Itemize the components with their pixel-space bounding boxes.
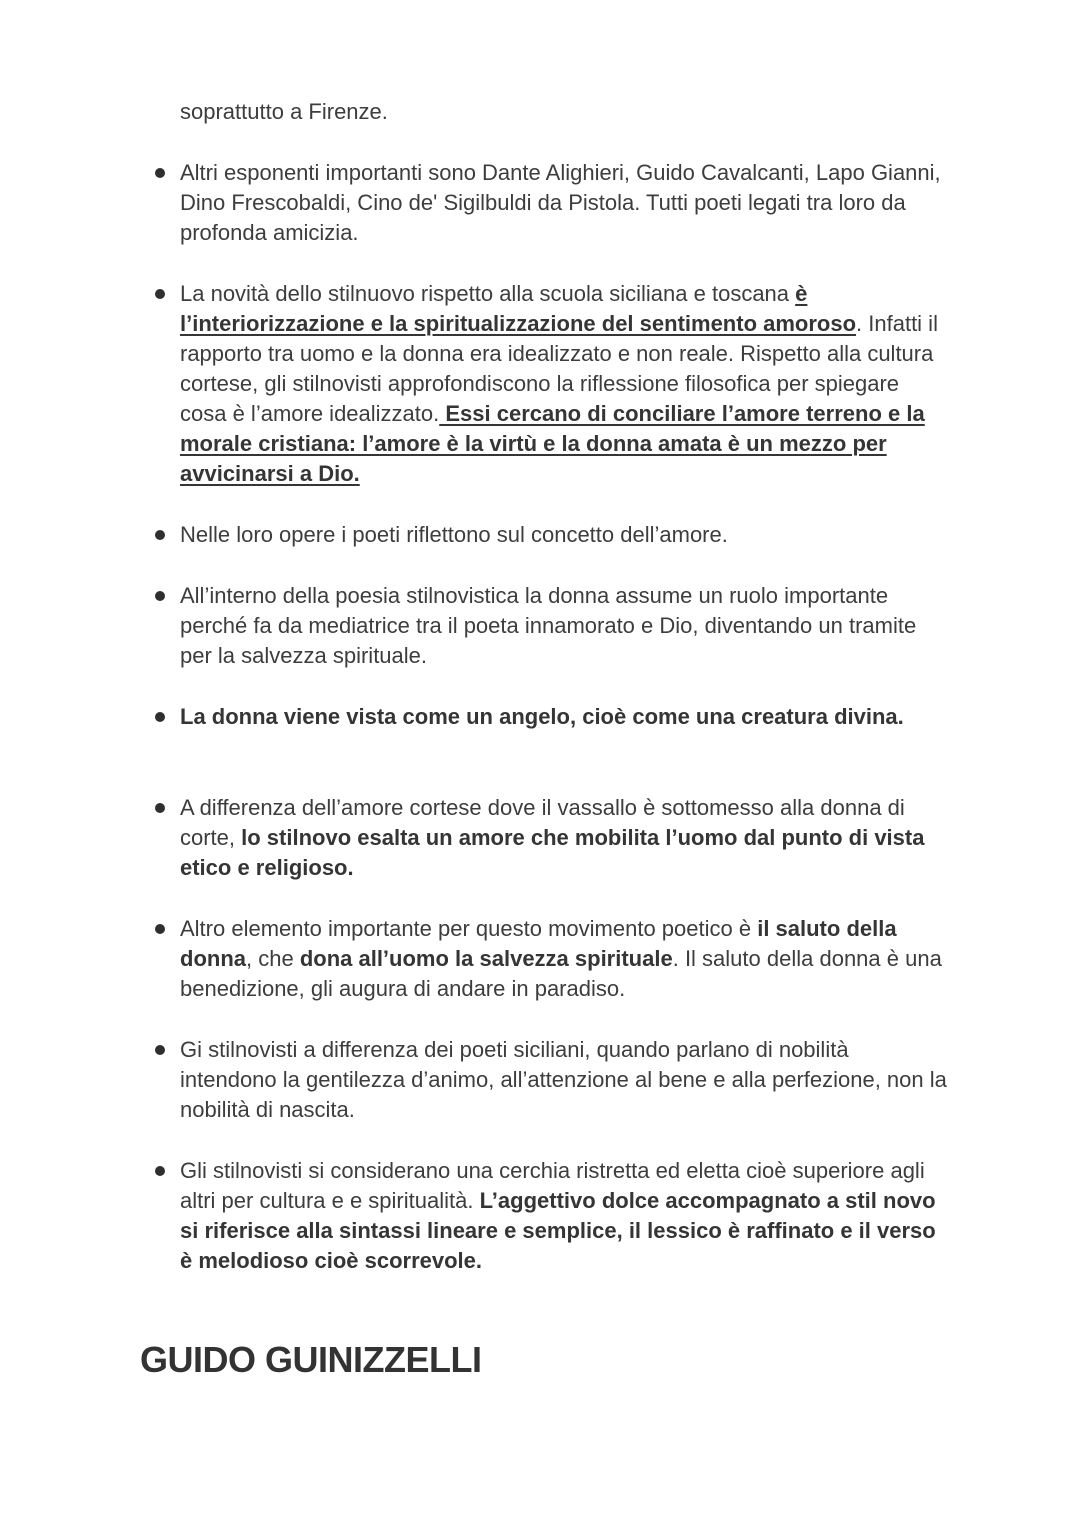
list-item: [180, 702, 950, 732]
bullet-icon: [155, 924, 165, 934]
item-text-bold: lo stilnovo esalta un amore che mobilita l’uomo dal punto di vista etico e religioso.: [180, 825, 925, 880]
item-text-bold-underlined: è l’interiorizzazione e la spiritualizzazione del sentimento amoroso: [180, 281, 857, 336]
list-item: [180, 158, 950, 248]
list-item: [180, 914, 950, 1004]
item-text-bold-underlined: Essi cercano di conciliare l’amore terreno e la morale cristiana: l’amore è la virtù e la donna amata è un mezzo per avvicinarsi a Dio.: [180, 401, 925, 486]
list-item: [180, 581, 950, 671]
bullet-icon: [155, 1045, 165, 1055]
item-text-bold: L’aggettivo dolce accompagnato a stil novo si riferisce alla sintassi lineare e semplice, il lessico è raffinato e il verso è melodioso cioè scorrevole.: [180, 1188, 936, 1273]
bullet-icon: [155, 530, 165, 540]
list-item: [180, 520, 950, 550]
bullet-icon: [155, 712, 165, 722]
bullet-icon: [155, 289, 165, 299]
item-text: A differenza dell’amore cortese dove il vassallo è sottomesso alla donna di corte,: [180, 795, 905, 850]
item-text: Gli stilnovisti si considerano una cerchia ristretta ed eletta cioè superiore agli altri per cultura e e spiritualità.: [180, 1158, 925, 1213]
item-text: Altri esponenti importanti sono Dante Alighieri, Guido Cavalcanti, Lapo Gianni, Dino Frescobaldi, Cino de' Sigilbuldi da Pistola. Tutti poeti legati tra loro da profonda amicizia.: [180, 160, 941, 245]
list-item: [180, 793, 950, 883]
bullet-icon: [155, 1166, 165, 1176]
item-text: All’interno della poesia stilnovistica la donna assume un ruolo importante perché fa da mediatrice tra il poeta innamorato e Dio, diventando un tramite per la salvezza spirituale.: [180, 583, 917, 668]
item-text: Nelle loro opere i poeti riflettono sul concetto dell’amore.: [180, 522, 728, 547]
item-text: Gi stilnovisti a differenza dei poeti siciliani, quando parlano di nobilità intendono la gentilezza d’animo, all’attenzione al bene e alla perfezione, non la nobilità di nascita.: [180, 1037, 947, 1122]
list-item: [180, 1035, 950, 1125]
section-heading: GUIDO GUINIZZELLI: [140, 1339, 482, 1380]
bullet-icon: [155, 803, 165, 813]
list-item: [180, 1156, 950, 1276]
item-text: , che: [246, 946, 300, 971]
bullet-icon: [155, 168, 165, 178]
list-item: [180, 279, 950, 489]
item-text: Altro elemento importante per questo movimento poetico è: [180, 916, 758, 941]
item-text-bold: dona all’uomo la salvezza spirituale: [299, 946, 673, 971]
item-text: . Infatti il rapporto tra uomo e la donna era idealizzato e non reale. Rispetto alla cultura cortese, gli stilnovisti approfondiscono la riflessione filosofica per spiegare cosa è l’amore idealizzato.: [180, 311, 938, 426]
item-text: La novità dello stilnuovo rispetto alla scuola siciliana e toscana: [180, 281, 796, 306]
item-text-bold: La donna viene vista come un angelo, cioè come una creatura divina.: [180, 704, 904, 729]
item-text-bold: il saluto della donna: [180, 916, 897, 971]
continuation-text: soprattutto a Firenze.: [180, 99, 388, 124]
bullet-icon: [155, 591, 165, 601]
item-text: . Il saluto della donna è una benedizione, gli augura di andare in paradiso.: [180, 946, 942, 1001]
